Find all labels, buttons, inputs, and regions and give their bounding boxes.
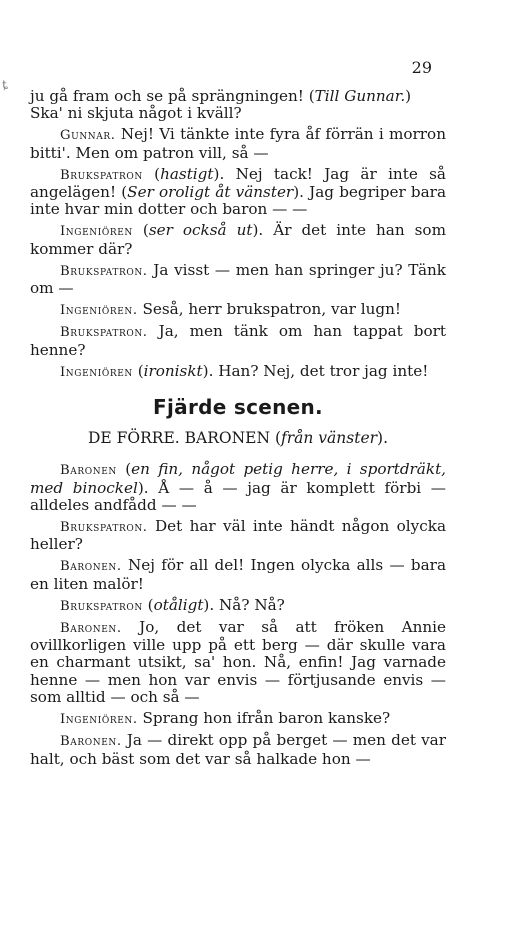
- speech-brukspatron: Brukspatron (hastigt). Nej tack! Jag är inte så angelägen! (Ser oroligt åt vänster). Jag begriper bara inte hvar min dotter och baron — —: [30, 164, 446, 219]
- speech-baronen: Baronen (en fin, något petig herre, i sportdräkt, med binockel). Å — å — jag är komplett förbi — alldeles andfådd — —: [30, 460, 446, 514]
- scene-title: Fjärde scenen.: [153, 395, 323, 420]
- stage-direction: Ser oroligt åt vänster: [127, 183, 294, 202]
- stage-direction: otåligt: [153, 595, 204, 614]
- speech-baronen: Baronen. Ja — direkt opp på berget — men det var halt, och bäst som det var så halkade hon —: [30, 731, 446, 768]
- speech-brukspatron: Brukspatron. Ja visst — men han springer ju? Tänk om —: [30, 260, 446, 298]
- speech-baronen: Baronen. Jo, det var så att fröken Annie ovillkorligen ville upp på ett berg — där skulle vara en charmant utsikt, sa' hon. Nå, enfin! Jag varnade henne — men hon var envis — förtjusande envis — som alltid — och så —: [30, 618, 446, 706]
- speech-brukspatron: Brukspatron. Det har väl inte händt någon olycka heller?: [30, 517, 446, 554]
- speaker-name: Brukspatron.: [60, 263, 148, 279]
- speaker-name: Baronen.: [60, 559, 122, 575]
- speech-ingenioren: Ingeniören (ser också ut). Är det inte han som kommer där?: [30, 221, 446, 258]
- speaker-name: Baronen.: [60, 734, 122, 750]
- speaker-name: Gunnar.: [60, 128, 116, 144]
- speaker-name: Baronen.: [60, 621, 122, 637]
- scene-cast: DE FÖRRE. BARONEN (från vänster).: [87, 429, 389, 448]
- page-number: 29: [411, 58, 432, 77]
- speaker-name: Brukspatron: [60, 167, 143, 183]
- paragraph-continuation: ju gå fram och se på sprängningen! (Till Gunnar.) Ska' ni skjuta något i kväll?: [30, 87, 412, 123]
- speech-brukspatron: Brukspatron (otåligt). Nå? Nå?: [60, 595, 285, 614]
- speaker-name: Baronen: [60, 463, 117, 479]
- speech-ingenioren: Ingeniören (ironiskt). Han? Nej, det tror jag inte!: [60, 361, 429, 380]
- stage-direction: från vänster: [281, 429, 378, 448]
- speech-ingenioren: Ingeniören. Sprang hon ifrån baron kanske?: [60, 709, 391, 728]
- stage-direction: en fin, något petig herre, i sportdräkt, med binockel: [30, 460, 446, 497]
- speaker-name: Ingeniören.: [60, 303, 138, 319]
- page-text: [30, 88, 446, 772]
- speaker-name: Brukspatron: [60, 598, 143, 614]
- speaker-name: Brukspatron.: [60, 325, 148, 341]
- speech-gunnar: Gunnar. Nej! Vi tänkte inte fyra åf förrän i morron bitti'. Men om patron vill, så —: [30, 125, 446, 162]
- margin-mark: ȶ: [2, 78, 8, 92]
- stage-direction: ironiskt: [143, 361, 203, 380]
- speaker-name: Ingeniören: [60, 224, 133, 240]
- speech-ingenioren: Ingeniören. Seså, herr brukspatron, var lugn!: [60, 300, 401, 319]
- stage-direction: ser också ut: [148, 221, 253, 240]
- speech-baronen: Baronen. Nej för all del! Ingen olycka alls — bara en liten malör!: [30, 556, 446, 593]
- speaker-name: Ingeniören: [60, 364, 133, 380]
- speaker-name: Ingeniören.: [60, 712, 138, 728]
- speech-brukspatron: Brukspatron. Ja, men tänk om han tappat bort henne?: [30, 322, 446, 359]
- speaker-name: Brukspatron.: [60, 520, 148, 536]
- stage-direction: hastigt: [160, 164, 214, 183]
